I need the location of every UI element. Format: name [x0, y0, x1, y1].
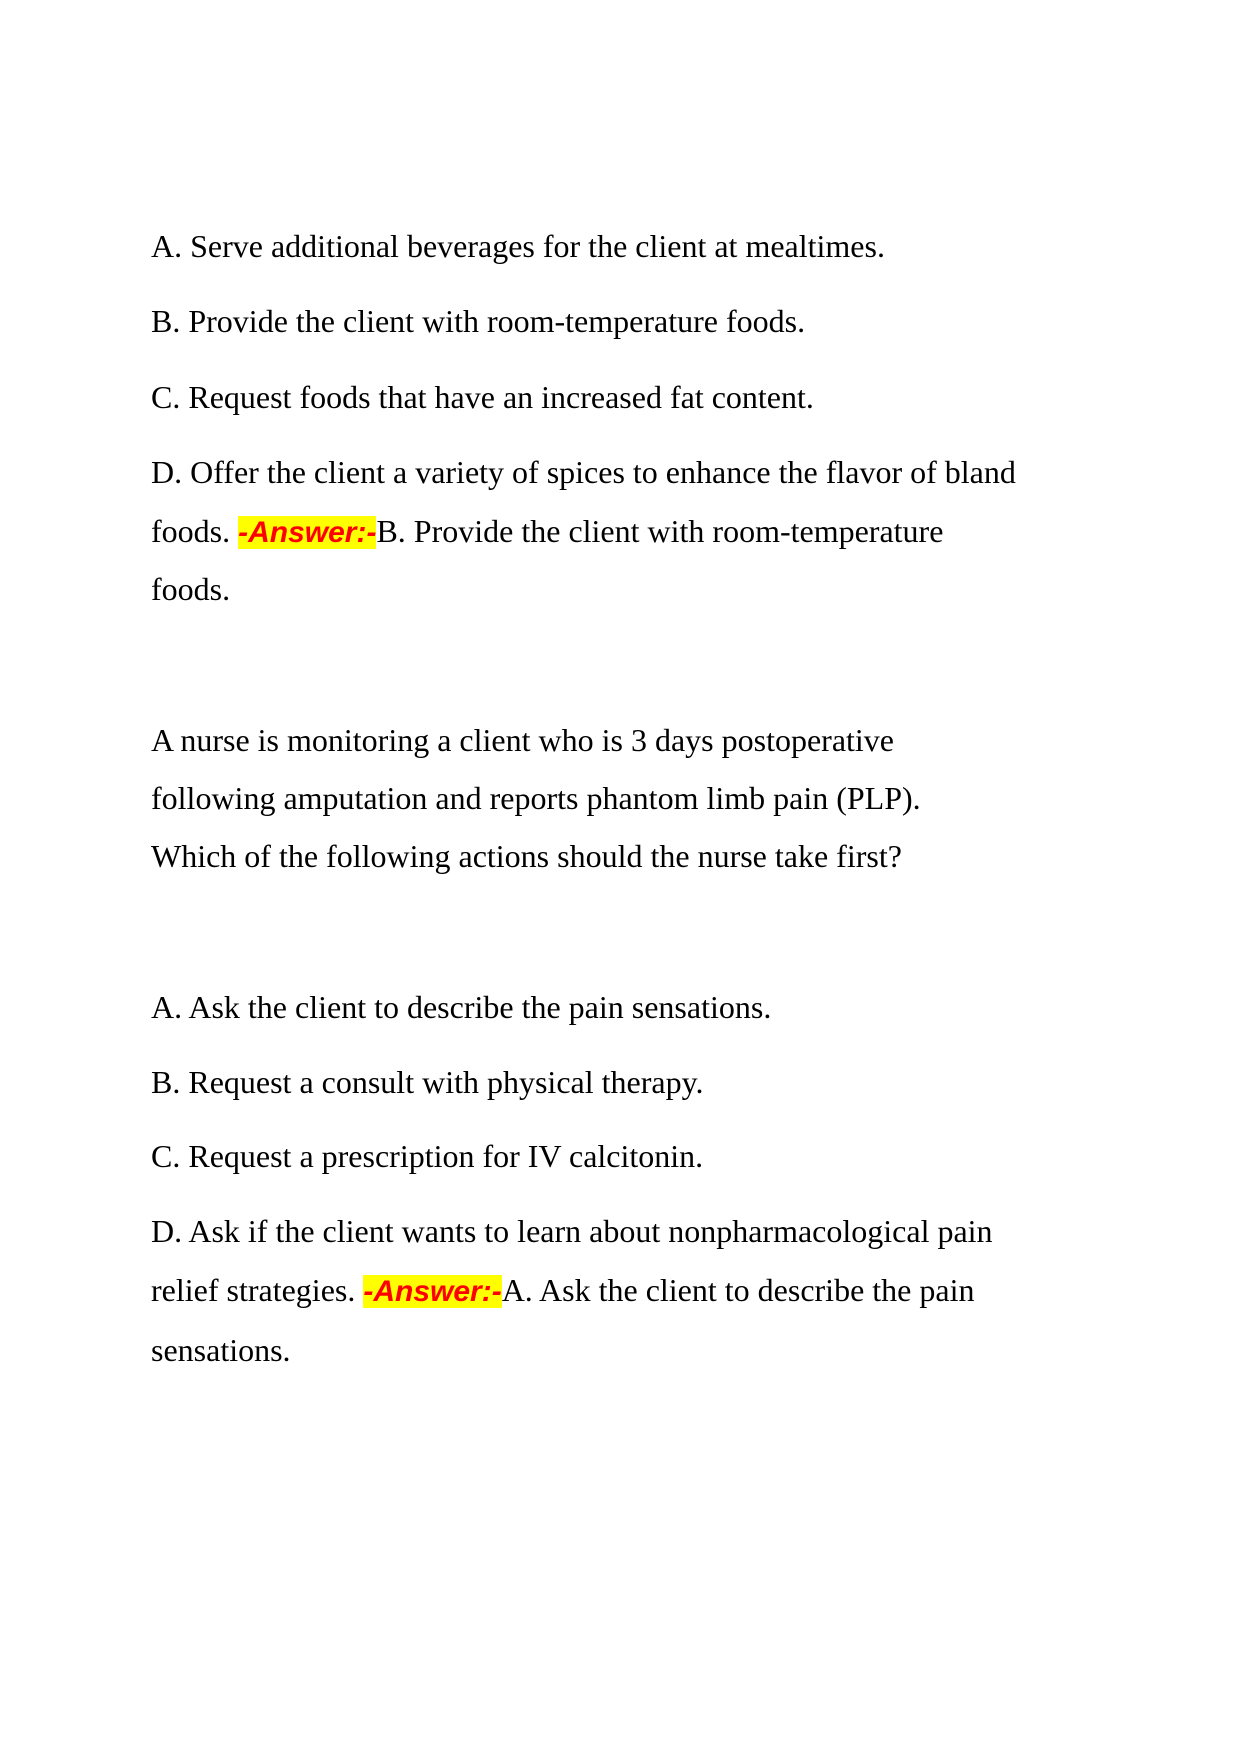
- q1-answer-label: -Answer:-: [238, 516, 377, 549]
- q2-option-a: A. Ask the client to describe the pain sensations.: [151, 989, 772, 1025]
- q1-answer-line: [151, 511, 943, 551]
- q2-answer-line: [151, 1270, 974, 1310]
- q2-question-line: A nurse is monitoring a client who is 3 days postoperative: [151, 722, 894, 758]
- q2-question-line: Which of the following actions should the nurse take first?: [151, 838, 902, 874]
- q1-option-c: C. Request foods that have an increased fat content.: [151, 379, 814, 415]
- q1-answer-text-cont: foods.: [151, 571, 231, 607]
- q2-option-c: C. Request a prescription for IV calcitonin.: [151, 1138, 704, 1174]
- q1-answer-text: B. Provide the client with room-temperature: [376, 513, 944, 549]
- q2-answer-text-cont: sensations.: [151, 1332, 291, 1368]
- q2-question-line: following amputation and reports phantom limb pain (PLP).: [151, 780, 921, 816]
- q1-option-a: A. Serve additional beverages for the client at mealtimes.: [151, 228, 885, 264]
- q1-option-b: B. Provide the client with room-temperature foods.: [151, 303, 806, 339]
- q2-option-b: B. Request a consult with physical therapy.: [151, 1064, 704, 1100]
- q2-option-d-cont: relief strategies.: [151, 1272, 364, 1308]
- q2-option-d: D. Ask if the client wants to learn about nonpharmacological pain: [151, 1213, 993, 1249]
- q2-answer-label: -Answer:-: [363, 1275, 502, 1308]
- q2-answer-text: A. Ask the client to describe the pain: [501, 1272, 975, 1308]
- q1-option-d-cont: foods.: [151, 513, 239, 549]
- q1-option-d: D. Offer the client a variety of spices to enhance the flavor of bland: [151, 454, 1016, 490]
